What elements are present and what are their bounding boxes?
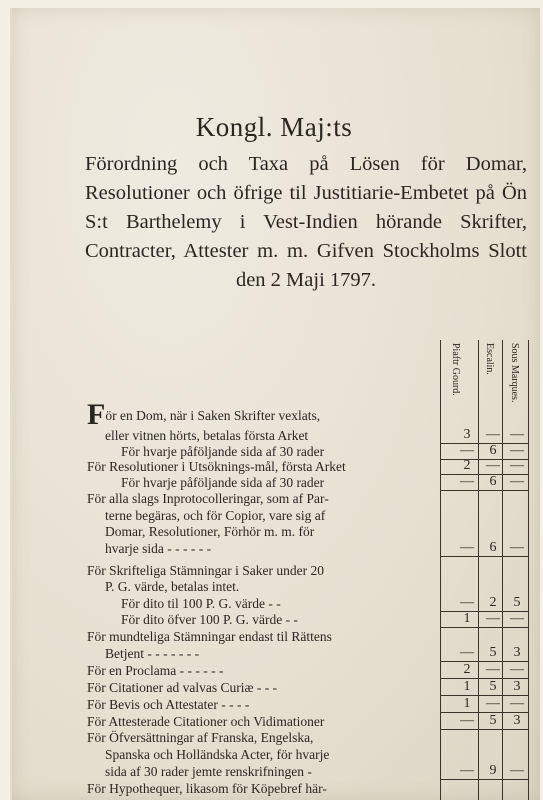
fee-cell-c1: — xyxy=(460,763,474,778)
table-row-text: terne begäras, och för Copior, vare sig af xyxy=(105,508,326,523)
table-row-text: För Skrifteliga Stämningar i Saker under 20 xyxy=(87,563,324,578)
table-row-text: Betjent - - - - - - - xyxy=(105,646,200,661)
fee-cell-c2: — xyxy=(486,611,500,626)
table-row-text: För Citationer ad valvas Curiæ - - - xyxy=(87,680,278,695)
column-header-piaster: Piaftr Gourd. xyxy=(450,343,461,396)
row-rule xyxy=(440,490,528,491)
row-rule xyxy=(440,779,528,780)
drop-cap: F xyxy=(87,402,106,428)
table-row-text: För Bevis och Attestater - - - - xyxy=(87,697,250,712)
row-rule xyxy=(440,556,528,557)
fee-cell-c1: 3 xyxy=(463,427,471,442)
fee-cell-c3: — xyxy=(510,763,524,778)
fee-cell-c1: — xyxy=(460,595,474,610)
row-rule xyxy=(440,729,528,730)
fee-cell-c2: — xyxy=(486,662,500,677)
fee-cell-c1: 2 xyxy=(463,458,471,473)
document-title: Kongl. Maj:ts xyxy=(195,112,353,142)
table-row-text: För Hypothequer, likasom för Köpebref här- xyxy=(87,781,327,796)
fee-cell-c1: 1 xyxy=(463,696,471,711)
fee-cell-c2: 6 xyxy=(489,474,497,489)
table-row-text: Spanska och Holländska Acter, för hvarje xyxy=(105,747,330,762)
fee-cell-c1: 1 xyxy=(463,611,471,626)
fee-cell-c2: 5 xyxy=(489,645,497,660)
fee-cell-c1: 1 xyxy=(463,679,471,694)
fee-cell-c1: — xyxy=(460,645,474,660)
table-row-text: För dito öfver 100 P. G. värde - - xyxy=(121,612,298,627)
fee-cell-c2: — xyxy=(486,427,500,442)
row-text: ör en Dom, när i Saken Skrifter vexlats, xyxy=(105,408,321,423)
fee-cell-c3: 3 xyxy=(513,679,521,694)
fee-cell-c3: — xyxy=(510,662,524,677)
fee-cell-c2: 6 xyxy=(489,540,497,555)
table-row-text: För Resolutioner i Utsöknings-mål, första Arket xyxy=(87,459,346,474)
column-rule xyxy=(502,340,503,800)
table-row-text: För alla slags Inprotocolleringar, som af Par- xyxy=(87,491,329,506)
table-row-text: För mundteliga Stämningar endast til Rättens xyxy=(87,629,332,644)
fee-cell-c3: — xyxy=(510,474,524,489)
fee-cell-c3: — xyxy=(510,427,524,442)
fee-cell-c3: — xyxy=(510,443,524,458)
table-row-text: För Öfversättningar af Franska, Engelska, xyxy=(87,730,314,745)
table-row-text: P. G. värde, betalas intet. xyxy=(105,579,240,594)
fee-cell-c2: — xyxy=(486,458,500,473)
table-row-text: Domar, Resolutioner, Förhör m. m. för xyxy=(105,524,315,539)
column-rule xyxy=(478,340,479,800)
row-rule xyxy=(440,627,528,628)
fee-cell-c3: — xyxy=(510,458,524,473)
table-row-text: sida af 30 rader jemte renskrifningen - xyxy=(105,764,312,779)
table-row-text: För hvarje påföljande sida af 30 rader xyxy=(121,475,325,490)
table-row-text: hvarje sida - - - - - - xyxy=(105,541,212,556)
fee-cell-c2: — xyxy=(486,696,500,711)
table-row-text: eller vitnen hörts, betalas första Arket xyxy=(105,428,309,443)
fee-cell-c3: 3 xyxy=(513,713,521,728)
fee-cell-c3: — xyxy=(510,696,524,711)
fee-cell-c1: — xyxy=(460,713,474,728)
fee-cell-c3: 3 xyxy=(513,645,521,660)
table-row-text: För Attesterade Citationer och Vidimationer xyxy=(87,714,325,729)
document-subtitle: Förordning och Taxa på Lösen för Domar, Resolutioner och öfrige til Justitiarie-Embetet på Ön S:t Barthelemy i Vest-Indien hörande Skrifter, Contracter, Attester m. m. Gifven Stockholms Slott den 2 Maji 1797. xyxy=(85,153,527,291)
fee-cell-c3: 5 xyxy=(513,595,521,610)
fee-cell-c2: 2 xyxy=(489,595,497,610)
table-row-text xyxy=(87,402,443,428)
fee-cell-c1: 2 xyxy=(463,662,471,677)
column-rule xyxy=(528,340,529,800)
fee-cell-c2: 5 xyxy=(489,713,497,728)
fee-cell-c1: — xyxy=(460,443,474,458)
fee-cell-c1: — xyxy=(460,540,474,555)
fee-cell-c2: 5 xyxy=(489,679,497,694)
fee-cell-c3: — xyxy=(510,540,524,555)
table-row-text: För hvarje påföljande sida af 30 rader xyxy=(121,444,325,459)
column-header-sous-marques: Sous Marques. xyxy=(509,343,520,403)
table-row-text: För dito til 100 P. G. värde - - xyxy=(121,596,281,611)
table-row-text: För en Proclama - - - - - - xyxy=(87,663,224,678)
fee-cell-c2: 9 xyxy=(489,763,497,778)
fee-cell-c2: 6 xyxy=(489,443,497,458)
fee-cell-c1: — xyxy=(460,474,474,489)
fee-cell-c3: — xyxy=(510,611,524,626)
column-header-escalin: Escalin. xyxy=(484,343,495,375)
